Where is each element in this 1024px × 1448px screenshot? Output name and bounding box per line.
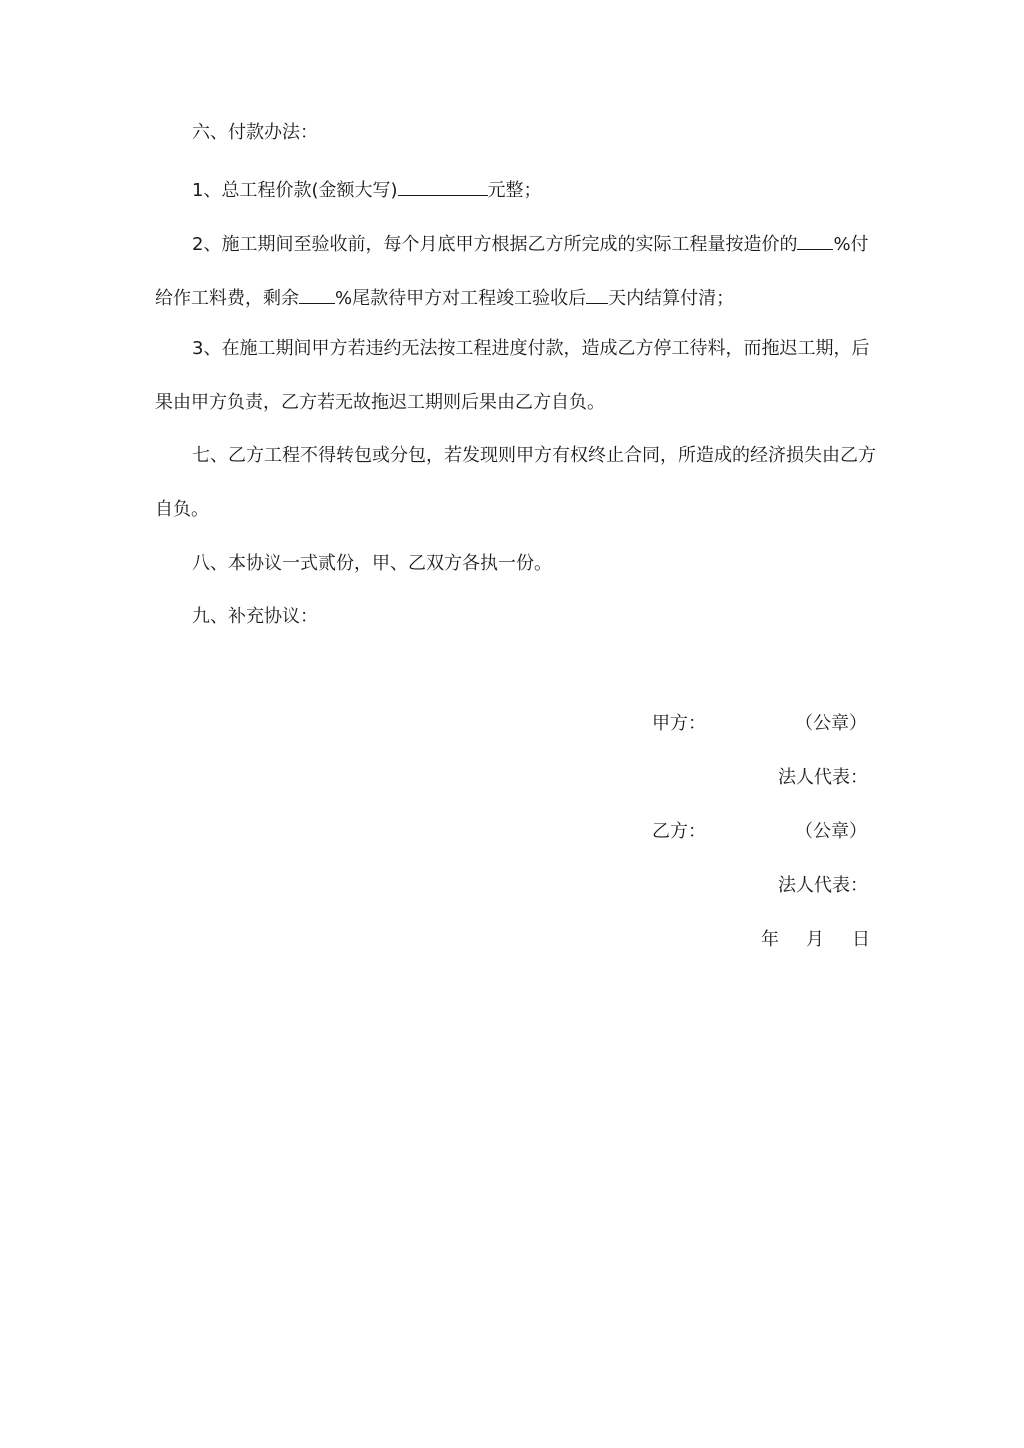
- party-b-seal: （公章）: [795, 821, 867, 842]
- section-6-title: [192, 121, 318, 145]
- section-7-line-2: [155, 498, 209, 522]
- item-3-cont-text: 果由甲方负责，乙方若无故拖迟工期则后果由乙方自负。: [155, 392, 605, 413]
- party-b-representative: 法人代表：: [778, 875, 868, 896]
- section-7-cont-text: 自负。: [155, 499, 209, 520]
- party-a-label: 甲方：: [652, 713, 706, 734]
- section-9: [192, 605, 318, 629]
- section-7-text: 七、乙方工程不得转包或分包，若发现则甲方有权终止合同，所造成的经济损失由乙方: [192, 445, 876, 466]
- date-year: 年: [761, 929, 779, 950]
- section-8: [192, 552, 552, 576]
- section-6-item-3-line-1: [192, 337, 869, 361]
- item-1-text: 1、总工程价款(金额大写): [192, 180, 398, 201]
- item-3-text: 3、在施工期间甲方若违约无法按工程进度付款，造成乙方停工待料，而拖迟工期，后: [192, 338, 870, 359]
- percent-blank-2: [299, 283, 335, 304]
- party-a-seal: （公章）: [795, 713, 867, 734]
- section-6-item-3-line-2: [155, 391, 605, 415]
- section-6-item-2-line-1: [192, 229, 869, 257]
- section-6-title-text: 六、付款办法：: [192, 122, 318, 143]
- section-6-item-1: [192, 175, 542, 203]
- item-2-text: 2、施工期间至验收前，每个月底甲方根据乙方所完成的实际工程量按造价的: [192, 234, 798, 255]
- date-month: 月: [806, 929, 824, 950]
- date-day: 日: [852, 929, 870, 950]
- party-b-label: 乙方：: [652, 821, 706, 842]
- amount-blank: [398, 175, 488, 196]
- item-2-cont-text-3: 天内结算付清；: [608, 288, 735, 309]
- days-blank: [586, 283, 608, 304]
- item-2-cont-text: 给作工料费，剩余: [155, 288, 299, 309]
- percent-blank-1: [797, 229, 833, 250]
- party-a-representative: 法人代表：: [778, 767, 868, 788]
- section-9-text: 九、补充协议：: [192, 606, 318, 627]
- item-2-suffix: %付: [833, 234, 869, 255]
- item-1-suffix: 元整；: [487, 180, 542, 201]
- section-7-line-1: [192, 444, 876, 468]
- section-6-item-2-line-2: [155, 283, 734, 311]
- item-2-cont-text-2: %尾款待甲方对工程竣工验收后: [335, 288, 587, 309]
- section-8-text: 八、本协议一式贰份，甲、乙双方各执一份。: [192, 553, 552, 574]
